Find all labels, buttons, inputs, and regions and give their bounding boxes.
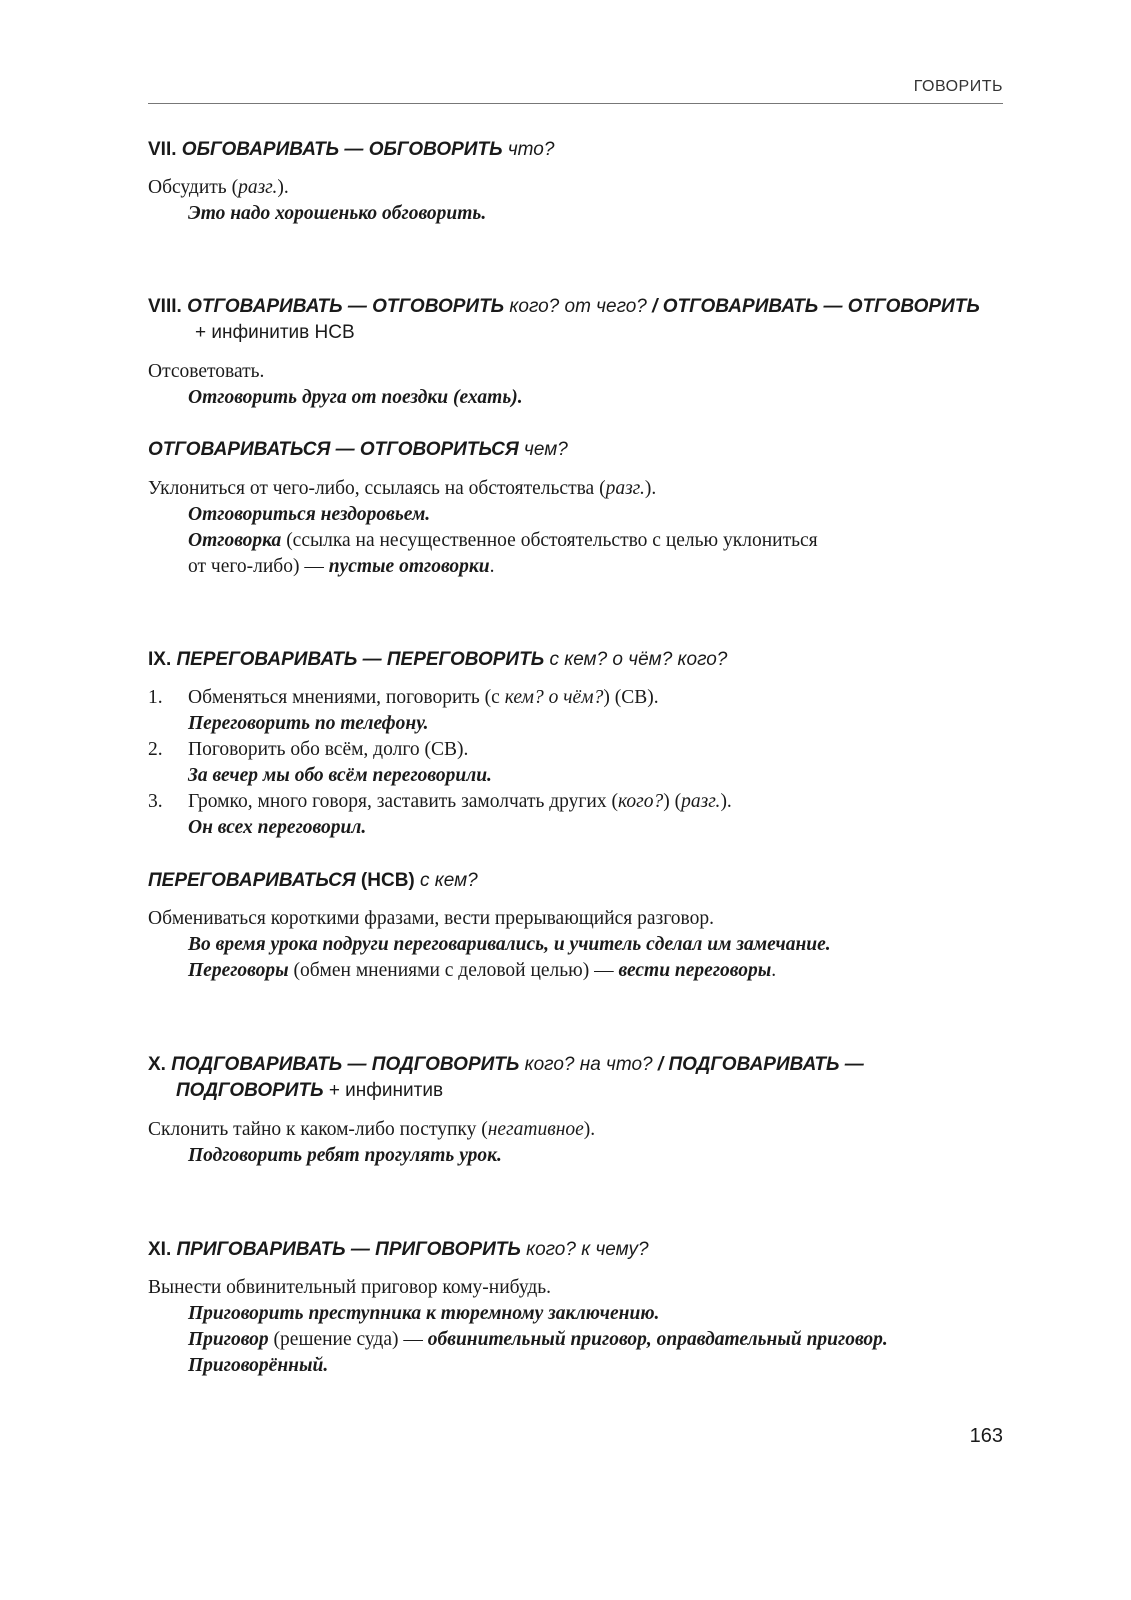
meaning-number: 1. (148, 687, 163, 708)
government-question: кем? о чём? (504, 687, 604, 708)
running-head: ГОВОРИТЬ (913, 78, 1003, 95)
section-x-heading (148, 1052, 1008, 1104)
government-question: кого? на что? (524, 1054, 653, 1075)
section-number: X. (148, 1054, 166, 1075)
separator: / (657, 1054, 664, 1075)
government-question: что? (507, 139, 555, 160)
derivative (188, 958, 776, 984)
meaning-number: 2. (148, 739, 163, 760)
headword: ОБГОВАРИВАТЬ — ОБГОВОРИТЬ (181, 139, 503, 160)
definition-text: ) (СВ). (603, 687, 659, 708)
headword: ПОДГОВОРИТЬ (176, 1080, 324, 1101)
example: Приговорить преступника к тюремному заключению. (188, 1303, 660, 1324)
headword: ОТГОВАРИВАТЬ — ОТГОВОРИТЬ (187, 296, 505, 317)
definition (148, 1117, 595, 1143)
example: Переговорить по телефону. (188, 713, 429, 734)
punctuation: . (771, 960, 777, 981)
example: Подговорить ребят прогулять урок. (188, 1145, 502, 1166)
page-number: 163 (969, 1425, 1003, 1447)
definition (148, 175, 289, 201)
heading-continuation (148, 1078, 1008, 1104)
example: Он всех переговорил. (188, 817, 367, 838)
usage-label: разг. (681, 791, 721, 812)
government-question: кого? к чему? (526, 1239, 649, 1260)
derivative-example: пустые отговорки (328, 556, 490, 577)
section-number: VIII. (148, 296, 182, 317)
government-question: с кем? о чём? кого? (549, 649, 728, 670)
government-question: чем? (524, 439, 568, 460)
definition-text: Склонить тайно к каком-либо поступку ( (148, 1119, 488, 1140)
government-question: с кем? (420, 870, 478, 891)
section-vii-heading (148, 137, 554, 163)
separator: / (652, 296, 658, 317)
derivative-definition: (обмен мнениями с деловой целью) — (288, 960, 619, 981)
definition-text: ). (583, 1119, 596, 1140)
example: Отговорить друга от поездки (ехать). (188, 387, 523, 408)
meaning-definition (188, 685, 659, 711)
government-infinitive: + инфинитив НСВ (195, 322, 355, 343)
section-xi-heading (148, 1237, 649, 1263)
example: Во время урока подруги переговаривались, и учитель сделал им замечание. (188, 934, 831, 955)
usage-label: негативное (487, 1119, 584, 1140)
government-infinitive: + инфинитив (328, 1080, 444, 1101)
example: Это надо хорошенько обговорить. (188, 203, 487, 224)
definition-text: Обменяться мнениями, поговорить (с (188, 687, 505, 708)
definition-text: ). (277, 177, 289, 198)
derivative-word: Переговоры (188, 960, 289, 981)
definition-text: Обсудить ( (148, 177, 239, 198)
headword: ПРИГОВАРИВАТЬ — ПРИГОВОРИТЬ (176, 1239, 521, 1260)
definition-text: ). (720, 791, 732, 812)
headword: ПЕРЕГОВАРИВАТЬСЯ (148, 870, 356, 891)
definition: Отсоветовать. (148, 361, 265, 382)
derivative (188, 528, 818, 554)
derivative-example: обвинительный приговор, оправдательный приговор. (427, 1329, 888, 1350)
definition-text: ). (644, 478, 657, 499)
definition: Вынести обвинительный приговор кому-нибудь. (148, 1277, 552, 1298)
usage-label: разг. (605, 478, 645, 499)
usage-label: разг. (238, 177, 278, 198)
example: За вечер мы обо всём переговорили. (188, 765, 492, 786)
government-question: кого? от чего? (509, 296, 647, 317)
derivative-word: Отговорка (188, 530, 282, 551)
derivative (188, 1327, 888, 1353)
subentry-heading (148, 868, 478, 894)
headword: ПОДГОВАРИВАТЬ — ПОДГОВОРИТЬ (171, 1054, 520, 1075)
definition-text: Громко, много говоря, заставить замолчать других ( (188, 791, 618, 812)
aspect-label: (НСВ) (360, 870, 415, 891)
derivative-definition: (решение суда) — (268, 1329, 428, 1350)
meaning-number: 3. (148, 791, 163, 812)
derivative-continuation (188, 554, 495, 580)
section-number: XI. (148, 1239, 172, 1260)
definition (148, 476, 656, 502)
definition-text: Уклониться от чего-либо, ссылаясь на обстоятельства ( (148, 478, 606, 499)
headword: ОТГОВАРИВАТЬСЯ — ОТГОВОРИТЬСЯ (148, 439, 519, 460)
headword: ПОДГОВАРИВАТЬ — (668, 1054, 864, 1075)
derivative-word: Приговорённый. (188, 1355, 329, 1376)
government-question: кого? (617, 791, 664, 812)
header-rule (148, 103, 1003, 104)
subentry-heading (148, 437, 568, 463)
headword: ОТГОВАРИВАТЬ — ОТГОВОРИТЬ (662, 296, 980, 317)
section-viii-heading (148, 294, 1008, 346)
derivative-definition: от чего-либо) — (188, 556, 329, 577)
derivative-example: вести переговоры (618, 960, 772, 981)
section-number: VII. (148, 139, 177, 160)
derivative-definition: (ссылка на несущественное обстоятельство с целью уклониться (281, 530, 818, 551)
section-number: IX. (148, 649, 172, 670)
section-ix-heading (148, 647, 727, 673)
meaning-definition: Поговорить обо всём, долго (СВ). (188, 739, 469, 760)
meaning-definition (188, 789, 732, 815)
derivative-word: Приговор (188, 1329, 269, 1350)
definition: Обмениваться короткими фразами, вести прерывающийся разговор. (148, 908, 714, 929)
punctuation: . (489, 556, 495, 577)
example: Отговориться нездоровьем. (188, 504, 431, 525)
headword: ПЕРЕГОВАРИВАТЬ — ПЕРЕГОВОРИТЬ (176, 649, 545, 670)
definition-text: ) ( (663, 791, 682, 812)
